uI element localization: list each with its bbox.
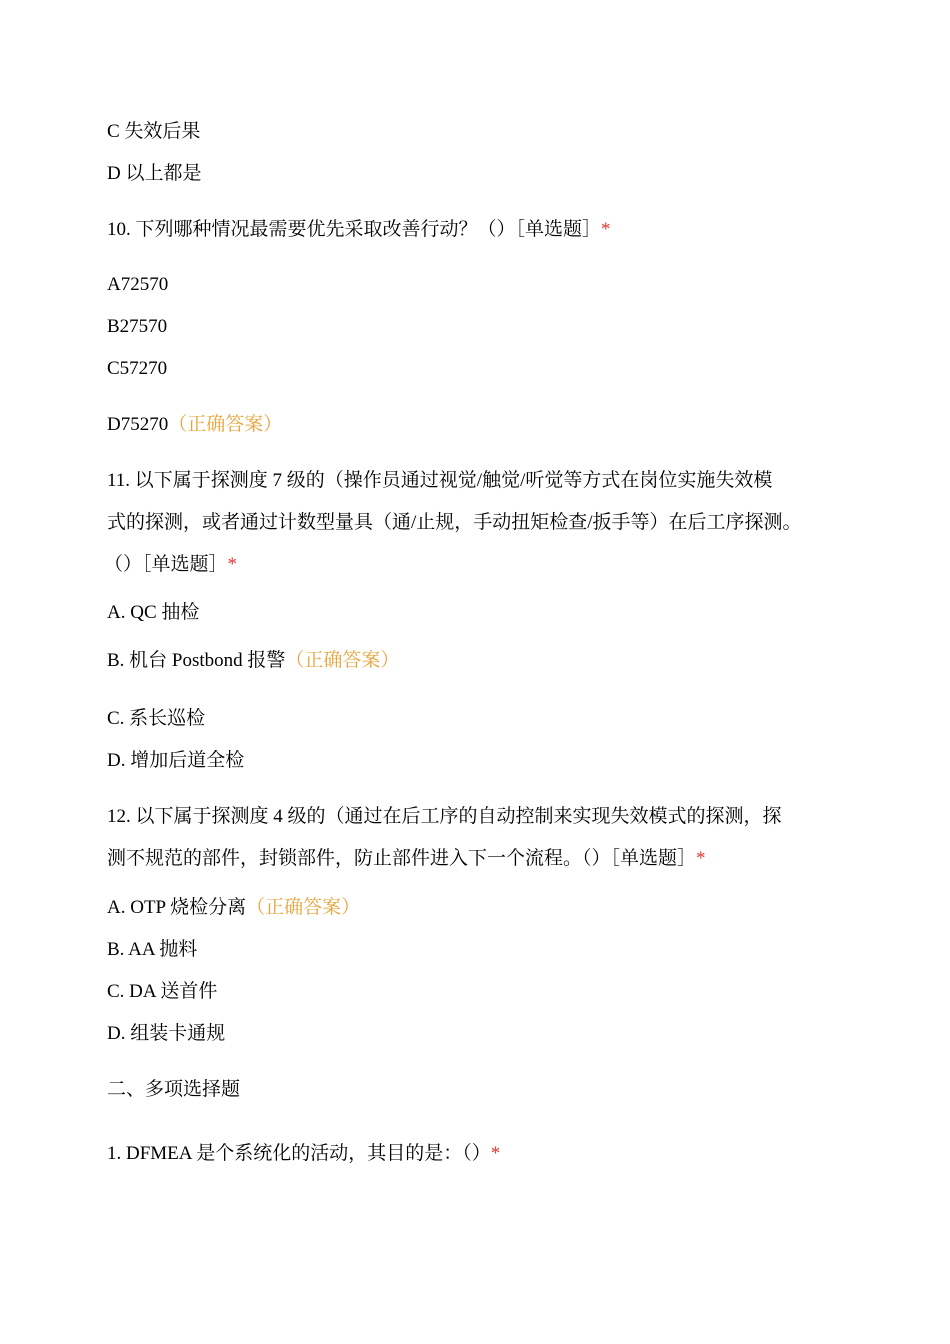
required-mark: * <box>490 1143 501 1164</box>
q12-option-a: A. OTP 烧检分离（正确答案） <box>107 897 361 918</box>
required-mark: * <box>601 219 611 240</box>
q11-option-b: B. 机台 Postbond 报警（正确答案） <box>107 650 400 671</box>
section-heading-multiple-choice: 二、多项选择题 <box>107 1079 241 1100</box>
required-mark: * <box>696 848 706 869</box>
correct-answer-label: （正确答案） <box>285 650 400 671</box>
q9-option-d: D 以上都是 <box>107 163 202 184</box>
q11-option-c: C. 系长巡检 <box>107 708 206 729</box>
q9-option-c: C 失效后果 <box>107 121 201 142</box>
q10-option-d: D75270（正确答案） <box>107 414 283 435</box>
q12-option-c: C. DA 送首件 <box>107 981 218 1002</box>
correct-answer-label: （正确答案） <box>168 414 283 435</box>
q10-option-c: C57270 <box>107 358 168 379</box>
correct-answer-label: （正确答案） <box>246 897 361 918</box>
q10-question: 10. 下列哪种情况最需要优先采取改善行动？（）［单选题］* <box>107 219 611 240</box>
q12-option-d: D. 组装卡通规 <box>107 1023 226 1044</box>
q10-option-b: B27570 <box>107 316 168 337</box>
mq1-question: 1. DFMEA 是个系统化的活动，其目的是：（）* <box>107 1143 501 1164</box>
q11-question-line-3: （）［单选题］* <box>104 554 238 575</box>
q10-option-a: A72570 <box>107 274 169 295</box>
q11-question-line-1: 11. 以下属于探测度 7 级的（操作员通过视觉/触觉/听觉等方式在岗位实施失效模 <box>107 470 773 491</box>
q11-question-line-2: 式的探测，或者通过计数型量具（通/止规，手动扭矩检查/扳手等）在后工序探测。 <box>107 512 802 533</box>
q11-option-d: D. 增加后道全检 <box>107 750 245 771</box>
required-mark: * <box>227 554 238 575</box>
q12-question-line-1: 12. 以下属于探测度 4 级的（通过在后工序的自动控制来实现失效模式的探测，探 <box>107 806 782 827</box>
q11-option-a: A. QC 抽检 <box>107 602 200 623</box>
q12-option-b: B. AA 抛料 <box>107 939 198 960</box>
q12-question-line-2: 测不规范的部件，封锁部件，防止部件进入下一个流程。（）［单选题］* <box>107 848 706 869</box>
